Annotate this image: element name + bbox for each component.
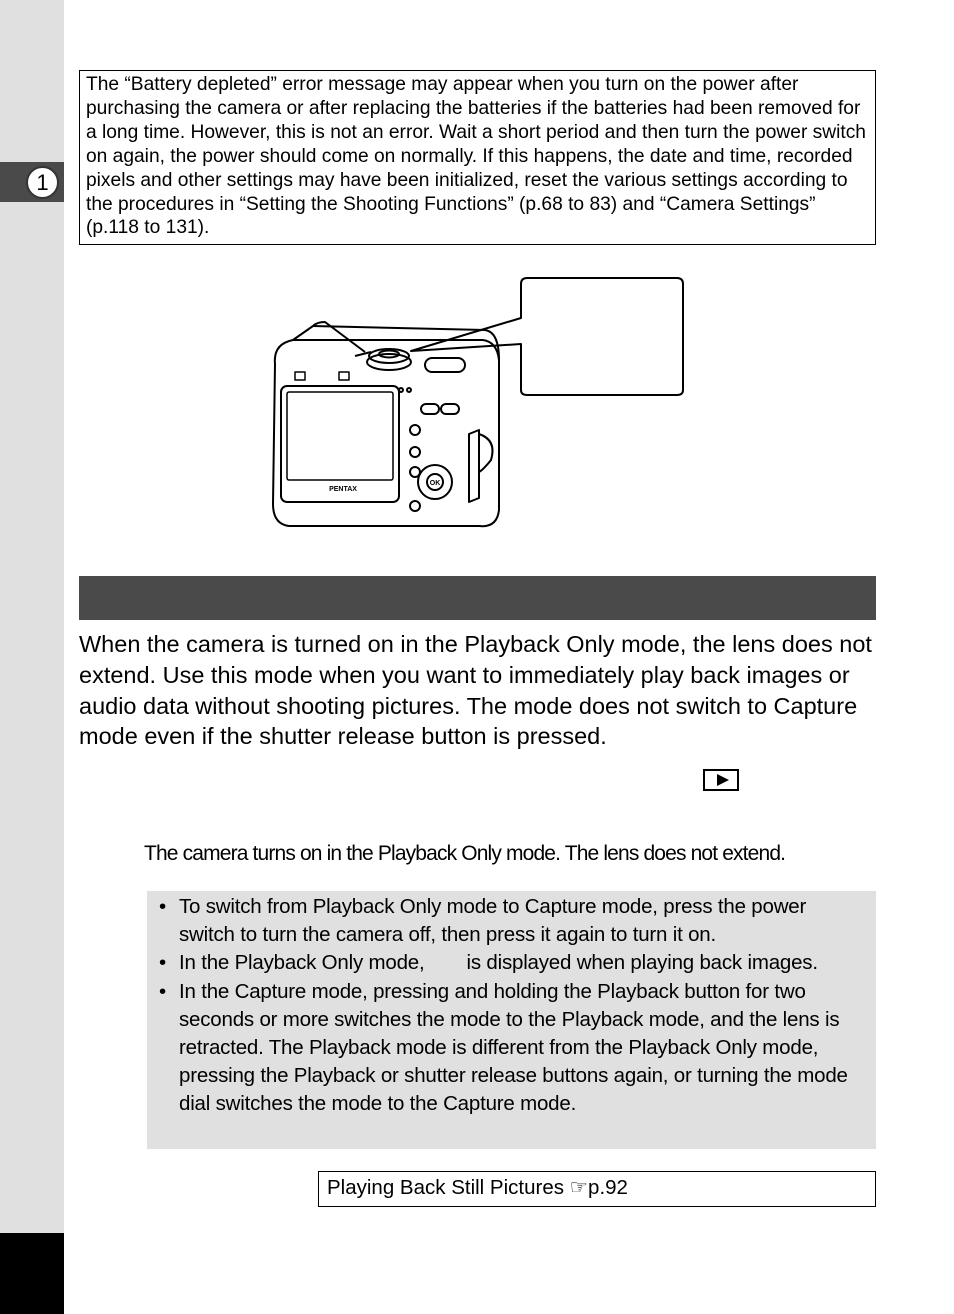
camera-illustration <box>265 274 690 536</box>
memo-item-text: In the Playback Only mode, <box>179 951 425 975</box>
page-corner-block <box>0 1233 64 1314</box>
step-result-text: The camera turns on in the Playback Only mode. The lens does not extend. <box>144 842 786 865</box>
memo-box <box>147 891 876 1149</box>
memo-item: • To switch from Playback Only mode to Capture mode, press the power switch to turn the camera off, then press it again to turn it on. <box>159 893 866 949</box>
section-body-text: When the camera is turned on in the Playback Only mode, the lens does not extend. Use this mode when you want to immediately play back images or audio data without shooting pictures. The mode does not switch to Capture mode even if the shutter release button is pressed. <box>79 631 872 750</box>
section-heading-bar <box>79 576 876 620</box>
ok-label: OK <box>429 480 441 487</box>
memo-item <box>159 949 866 977</box>
memo-item: • In the Capture mode, pressing and holding the Playback button for two seconds or more switches the mode to the Playback mode, and the lens is retracted. The Playback mode is different from the Playback Only mode, pressing the Playback or shutter release buttons again, or turning the mode dial switches the mode to the Capture mode. <box>159 978 866 1119</box>
note-box: The “Battery depleted” error message may appear when you turn on the power after purchasing the camera or after replacing the batteries if the batteries had been removed for a long time. However, this is not an error. Wait a short period and then turn the power switch on again, the power should come on normally. If this happens, the date and time, recorded pixels and other settings may have been initialized, reset the various settings according to the procedures in “Setting the Shooting Functions” (p.68 to 83) and “Camera Settings” (p.118 to 131). <box>79 70 876 245</box>
chapter-number: 1 <box>26 166 59 199</box>
memo-item-text: is displayed when playing back images. <box>466 951 818 975</box>
callout-balloon <box>411 278 683 395</box>
page-reference-box[interactable]: Playing Back Still Pictures ☞p.92 <box>318 1171 876 1207</box>
playback-button-icon <box>703 769 739 791</box>
brand-label: PENTAX <box>329 486 357 493</box>
